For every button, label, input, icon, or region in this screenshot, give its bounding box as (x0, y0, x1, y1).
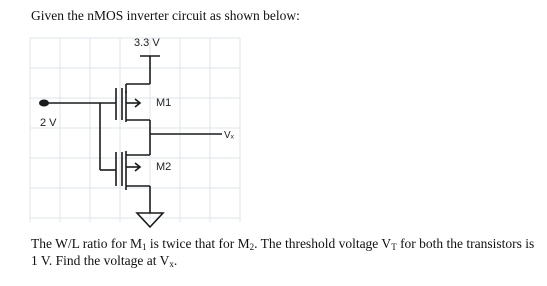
question-text: The W/L ratio for $M_1$ is twice that for $M_2$. The threshold voltage $V_T$ for both the transistors is 1 V. Find the voltage at $V_x$. (31, 236, 535, 269)
transistor-m1 (116, 84, 150, 122)
output-label: Vₓ (224, 130, 234, 141)
input-terminal (39, 100, 49, 107)
transistor-m1-label: M1 (156, 97, 172, 109)
background-grid (30, 38, 240, 222)
transistor-m2-label: M2 (156, 161, 172, 173)
input-label: 2 V (40, 117, 57, 129)
transistor-m2 (116, 151, 150, 190)
supply-label: 3.3 V (134, 37, 160, 49)
question-intro: Given the nMOS inverter circuit as shown below: (31, 8, 300, 23)
